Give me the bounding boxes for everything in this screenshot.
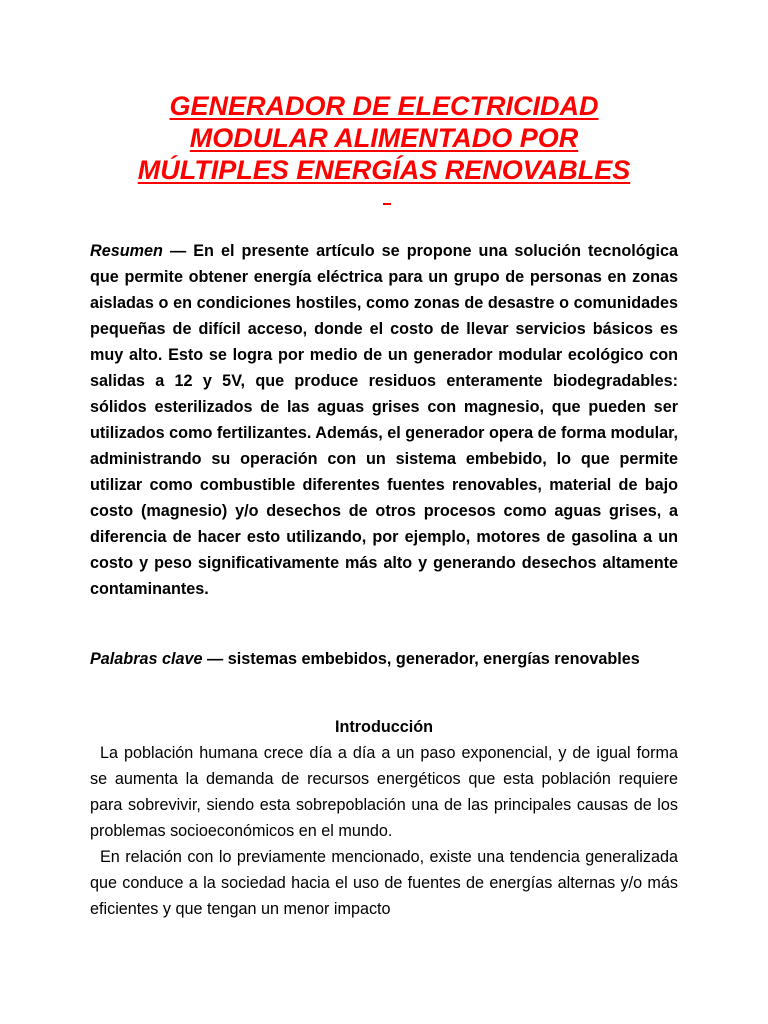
title-underline-mark bbox=[383, 203, 391, 205]
title-line-2: MODULAR ALIMENTADO POR bbox=[189, 123, 579, 153]
title-line-1: GENERADOR DE ELECTRICIDAD bbox=[169, 91, 599, 121]
keywords-label: Palabras clave bbox=[90, 650, 203, 668]
keywords-paragraph bbox=[90, 646, 678, 672]
abstract-paragraph bbox=[90, 238, 678, 602]
keywords-text: sistemas embebidos, generador, energías renovables bbox=[227, 650, 640, 668]
introduction-paragraph-2: En relación con lo previamente mencionado, existe una tendencia generalizada que conduce a la sociedad hacia el uso de fuentes de energías alternas y/o más eficientes y que tengan un menor impacto bbox=[90, 848, 678, 918]
abstract-separator: — bbox=[162, 242, 194, 260]
keywords-separator: — bbox=[202, 650, 228, 668]
introduction-body bbox=[90, 740, 678, 922]
abstract-text: En el presente artículo se propone una solución tecnológica que permite obtener energía eléctrica para un grupo de personas en zonas aisladas o en condiciones hostiles, como zonas de desastre o comunidades pequeñas de difícil acceso, donde el costo de llevar servicios básicos es muy alto. Esto se logra por medio de un generador modular ecológico con salidas a 12 y 5V, que produce residuos enteramente biodegradables: sólidos esterilizados de las aguas grises con magnesio, que pueden ser utilizados como fertilizantes. Además, el generador opera de forma modular, administrando su operación con un sistema embebido, lo que permite utilizar como combustible diferentes fuentes renovables, material de bajo costo (magnesio) y/o desechos de otros procesos como aguas grises, a diferencia de hacer esto utilizando, por ejemplo, motores de gasolina a un costo y peso significativamente más alto y generando desechos altamente contaminantes. bbox=[90, 242, 678, 598]
introduction-heading: Introducción bbox=[334, 718, 434, 736]
document-title bbox=[60, 90, 708, 186]
introduction-paragraph-1: La población humana crece día a día a un paso exponencial, y de igual forma se aumenta la demanda de recursos energéticos que esta población requiere para sobrevivir, siendo esta sobrepoblación una de las principales causas de los problemas socioeconómicos en el mundo. bbox=[90, 744, 678, 840]
title-line-3: MÚLTIPLES ENERGÍAS RENOVABLES bbox=[137, 155, 631, 185]
abstract-label: Resumen bbox=[90, 242, 163, 260]
